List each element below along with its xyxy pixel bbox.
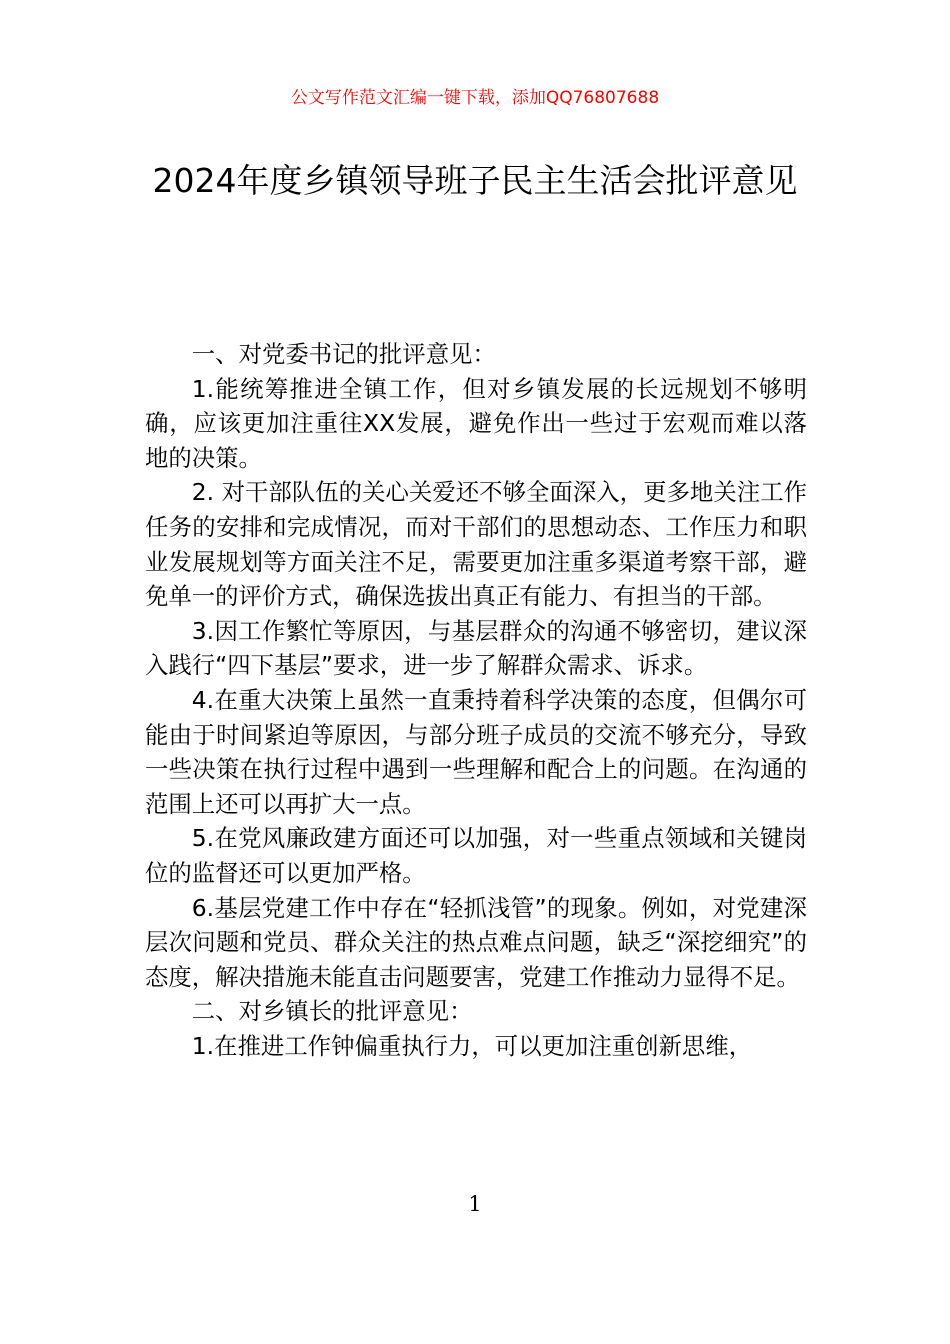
paragraph-item: 5.在党风廉政建方面还可以加强，对一些重点领域和关键岗位的监督还可以更加严格。 bbox=[145, 824, 807, 887]
paragraph-item: 1.能统筹推进全镇工作，但对乡镇发展的长远规划不够明确，应该更加注重往XX发展，避免作出一些过于宏观而难以落地的决策。 bbox=[145, 374, 807, 472]
page-number: 1 bbox=[468, 1192, 482, 1216]
paragraph-item: 4.在重大决策上虽然一直秉持着科学决策的态度，但偶尔可能由于时间紧迫等原因，与部分班子成员的交流不够充分，导致一些决策在执行过程中遇到一些理解和配合上的问题。在沟通的范围上还可以再扩大一点。 bbox=[145, 685, 807, 818]
section-heading-2: 二、对乡镇长的批评意见： bbox=[191, 997, 473, 1026]
paragraph-item: 2. 对干部队伍的关心关爱还不够全面深入，更多地关注工作任务的安排和完成情况，而对干部们的思想动态、工作压力和职业发展规划等方面关注不足，需要更加注重多渠道考察干部，避免单一的评价方式，确保选拔出真正有能力、有担当的干部。 bbox=[145, 478, 807, 611]
paragraph-item: 6.基层党建工作中存在“轻抓浅管”的现象。例如，对党建深层次问题和党员、群众关注的热点难点问题，缺乏“深挖细究”的态度，解决措施未能直击问题要害，党建工作推动力显得不足。 bbox=[145, 893, 807, 991]
section-heading-1: 一、对党委书记的批评意见： bbox=[191, 340, 496, 368]
header-note: 公文写作范文汇编一键下载，添加QQ76807688 bbox=[290, 88, 660, 108]
document-body bbox=[145, 337, 807, 1063]
paragraph-item: 1.在推进工作钟偏重执行力，可以更加注重创新思维， bbox=[191, 1031, 753, 1060]
document-title: 2024年度乡镇领导班子民主生活会批评意见 bbox=[152, 161, 798, 200]
paragraph-item: 3.因工作繁忙等原因，与基层群众的沟通不够密切，建议深入践行“四下基层”要求，进一步了解群众需求、诉求。 bbox=[145, 616, 807, 680]
